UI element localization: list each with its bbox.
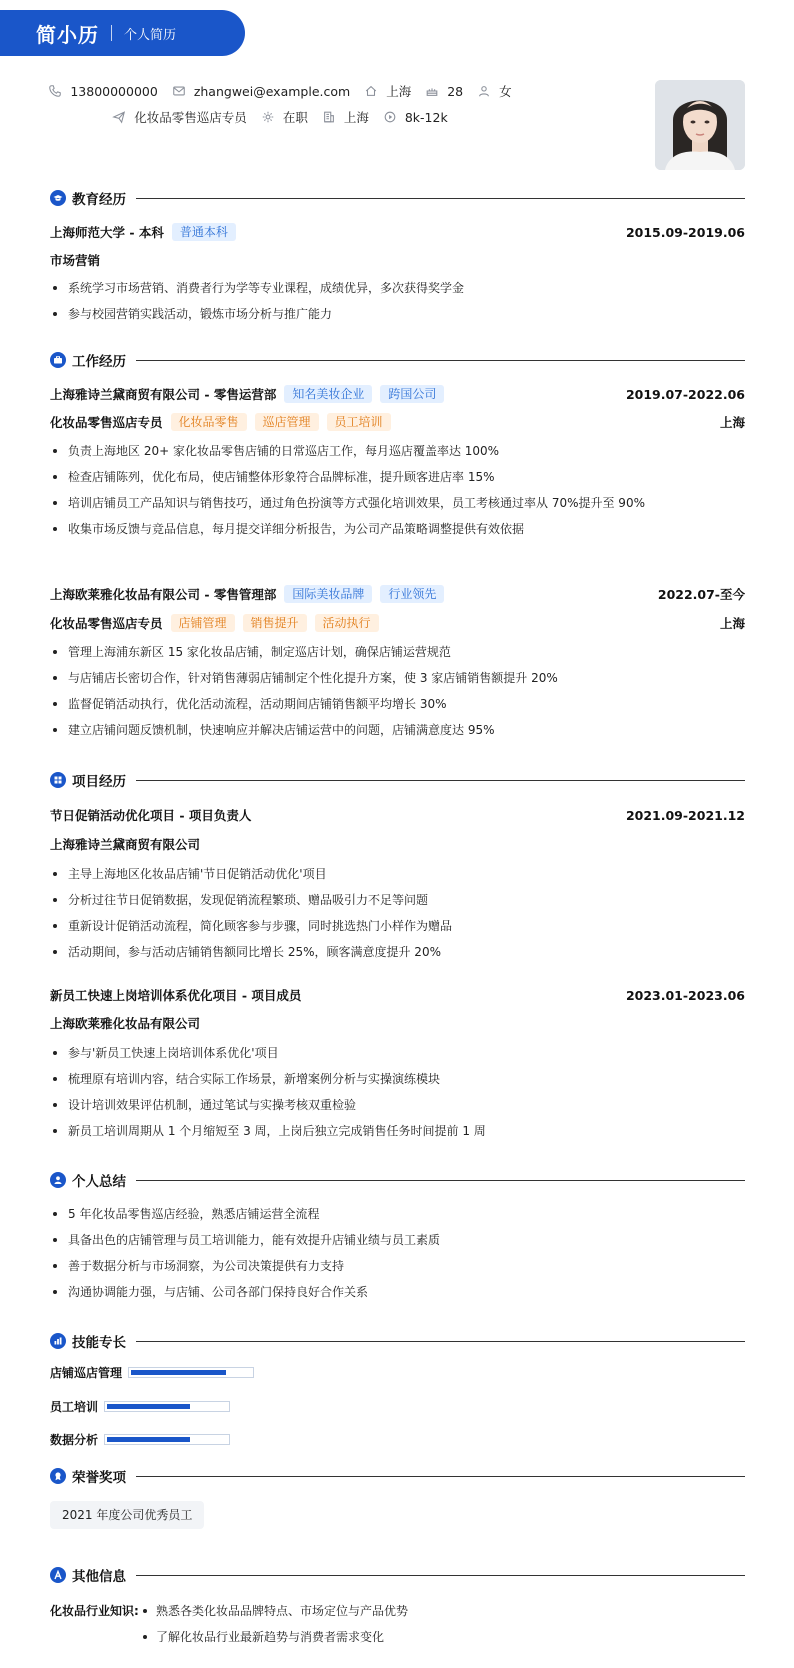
mail-icon xyxy=(172,84,186,98)
project-2-company-row xyxy=(50,1013,745,1033)
list-item: 与店铺店长密切合作，针对销售薄弱店铺制定个性化提升方案，使 3 家店铺销售额提升 20% xyxy=(50,665,750,691)
list-item: 监督促销活动执行，优化活动流程，活动期间店铺销售额平均增长 30% xyxy=(50,691,750,717)
list-item: 熟悉各类化妆品品牌特点、市场定位与产品优势 xyxy=(140,1602,408,1628)
section-education xyxy=(50,188,745,208)
chart-icon xyxy=(50,1333,66,1349)
company-name: 上海雅诗兰黛商贸有限公司 - 零售运营部 xyxy=(50,387,277,402)
skill-bar-fill xyxy=(131,1370,226,1375)
company-tag: 知名美妆企业 xyxy=(284,385,372,403)
cake-icon xyxy=(425,84,439,98)
contact-gender xyxy=(477,82,512,100)
skill-bar-fill xyxy=(107,1404,190,1409)
skill-name: 店铺巡店管理 xyxy=(50,1366,123,1380)
wallet-icon xyxy=(383,110,397,124)
list-item: 主导上海地区化妆品店铺'节日促销活动优化'项目 xyxy=(50,861,750,887)
medal-icon xyxy=(50,1468,66,1484)
job-status-text: 在职 xyxy=(282,110,308,125)
project-company: 上海欧莱雅化妆品有限公司 xyxy=(50,1016,201,1031)
skill-bar xyxy=(104,1434,230,1445)
work-period: 2019.07-2022.06 xyxy=(625,386,745,402)
section-title: 教育经历 xyxy=(72,192,126,208)
list-item: 梳理原有培训内容，结合实际工作场景，新增案例分析与实操演练模块 xyxy=(50,1066,750,1092)
section-divider xyxy=(136,198,745,199)
work-city: 上海 xyxy=(719,616,745,631)
education-header xyxy=(50,221,745,243)
project-period: 2023.01-2023.06 xyxy=(625,987,745,1003)
brand-subtitle: 个人简历 xyxy=(124,27,177,43)
work-period: 2022.07-至今 xyxy=(657,587,745,602)
list-item: 负责上海地区 20+ 家化妆品零售店铺的日常巡店工作，每月巡店覆盖率达 100% xyxy=(50,438,750,464)
role-tag: 巡店管理 xyxy=(255,413,319,431)
section-divider xyxy=(136,1476,745,1477)
role-name: 化妆品零售巡店专员 xyxy=(50,616,163,631)
role-tag: 销售提升 xyxy=(243,614,307,632)
list-item: 收集市场反馈与竞品信息，每月提交详细分析报告，为公司产品策略调整提供有效依据 xyxy=(50,516,750,542)
job-intent xyxy=(112,108,247,126)
list-item: 管理上海浦东新区 15 家化妆品店铺，制定巡店计划，确保店铺运营规范 xyxy=(50,639,750,665)
home-icon xyxy=(364,84,378,98)
role-tag: 店铺管理 xyxy=(171,614,235,632)
section-other xyxy=(50,1565,745,1585)
list-item: 活动期间，参与活动店铺销售额同比增长 25%，顾客满意度提升 20% xyxy=(50,939,750,965)
skill-name: 员工培训 xyxy=(50,1400,99,1414)
project-company: 上海雅诗兰黛商贸有限公司 xyxy=(50,837,201,852)
education-period: 2015.09-2019.06 xyxy=(625,224,745,240)
section-title: 项目经历 xyxy=(72,774,126,790)
phone-icon xyxy=(48,84,62,98)
contact-location xyxy=(364,82,411,100)
section-summary xyxy=(50,1170,745,1190)
company-tag: 国际美妆品牌 xyxy=(284,585,372,603)
contact-row-2 xyxy=(0,108,560,126)
project-1-header xyxy=(50,805,745,825)
section-honors xyxy=(50,1466,745,1486)
brand-divider xyxy=(111,25,112,41)
job-salary-text: 8k-12k xyxy=(404,109,448,125)
list-item: 培训店铺员工产品知识与销售技巧，通过角色扮演等方式强化培训效果，员工考核通过率从 70%提升至 90% xyxy=(50,490,750,516)
list-item: 建立店铺问题反馈机制，快速响应并解决店铺运营中的问题，店铺满意度达 95% xyxy=(50,717,750,743)
section-divider xyxy=(136,360,745,361)
list-item: 了解化妆品行业最新趋势与消费者需求变化 xyxy=(140,1628,408,1654)
contact-row-1 xyxy=(0,82,560,100)
role-tag: 活动执行 xyxy=(315,614,379,632)
list-item: 参与校园营销实践活动，锻炼市场分析与推广能力 xyxy=(50,301,750,327)
list-item: 沟通协调能力强，与店铺、公司各部门保持良好合作关系 xyxy=(50,1279,750,1305)
list-item: 设计培训效果评估机制，通过笔试与实操考核双重检验 xyxy=(50,1092,750,1118)
summary-bullets xyxy=(50,1201,750,1305)
list-item: 重新设计促销活动流程，简化顾客参与步骤，同时挑选热门小样作为赠品 xyxy=(50,913,750,939)
building-icon xyxy=(322,110,336,124)
section-title: 其他信息 xyxy=(72,1569,126,1585)
work-1-role-row xyxy=(50,411,745,433)
skill-bar xyxy=(104,1401,230,1412)
list-item: 善于数据分析与市场洞察，为公司决策提供有力支持 xyxy=(50,1253,750,1279)
age-text: 28 xyxy=(447,83,464,99)
section-title: 工作经历 xyxy=(72,354,126,370)
section-title: 个人总结 xyxy=(72,1174,126,1190)
list-item: 参与'新员工快速上岗培训体系优化'项目 xyxy=(50,1040,750,1066)
contact-age xyxy=(425,84,463,99)
profile-photo xyxy=(655,80,745,170)
skill-row xyxy=(50,1431,230,1448)
project-1-bullets xyxy=(50,861,750,965)
role-tag: 员工培训 xyxy=(327,413,391,431)
work-city: 上海 xyxy=(719,415,745,430)
skill-row xyxy=(50,1364,254,1381)
work-2-bullets xyxy=(50,639,750,743)
person-icon xyxy=(477,84,491,98)
honor-badge: 2021 年度公司优秀员工 xyxy=(50,1501,204,1529)
project-title: 节日促销活动优化项目 - 项目负责人 xyxy=(50,808,252,823)
project-1-company-row xyxy=(50,834,745,854)
role-name: 化妆品零售巡店专员 xyxy=(50,415,163,430)
graduation-cap-icon xyxy=(50,190,66,206)
work-2-role-row xyxy=(50,612,745,634)
company-tag: 行业领先 xyxy=(380,585,444,603)
contact-phone xyxy=(48,84,157,99)
list-item: 具备出色的店铺管理与员工培训能力，能有效提升店铺业绩与员工素质 xyxy=(50,1227,750,1253)
section-title: 荣誉奖项 xyxy=(72,1470,126,1486)
company-name: 上海欧莱雅化妆品有限公司 - 零售管理部 xyxy=(50,587,277,602)
skill-bar-fill xyxy=(107,1437,190,1442)
other-label: 化妆品行业知识: xyxy=(50,1604,139,1618)
section-divider xyxy=(136,780,745,781)
skill-bar xyxy=(128,1367,254,1378)
send-icon xyxy=(112,110,126,124)
grid-icon xyxy=(50,772,66,788)
education-bullets xyxy=(50,275,750,327)
briefcase-icon xyxy=(50,352,66,368)
list-item: 系统学习市场营销、消费者行为学等专业课程，成绩优异，多次获得奖学金 xyxy=(50,275,750,301)
role-tag: 化妆品零售 xyxy=(171,413,247,431)
job-salary xyxy=(383,110,448,125)
phone-text: 13800000000 xyxy=(70,83,158,99)
list-item: 新员工培训周期从 1 个月缩短至 3 周，上岗后独立完成销售任务时间提前 1 周 xyxy=(50,1118,750,1144)
brand-banner xyxy=(0,10,245,56)
other-list xyxy=(140,1602,408,1654)
job-status xyxy=(261,108,308,126)
email-text: zhangwei@example.com xyxy=(193,83,351,99)
section-title: 技能专长 xyxy=(72,1335,126,1351)
work-1-header xyxy=(50,383,745,405)
location-text: 上海 xyxy=(386,84,412,99)
school-name: 上海师范大学 - 本科 xyxy=(50,225,164,240)
education-major-row xyxy=(50,250,745,270)
job-intent-text: 化妆品零售巡店专员 xyxy=(134,110,247,125)
section-divider xyxy=(136,1341,745,1342)
list-item: 分析过往节日促销数据，发现促销流程繁琐、赠品吸引力不足等问题 xyxy=(50,887,750,913)
contact-email xyxy=(172,84,350,99)
project-2-header xyxy=(50,985,745,1005)
work-1-bullets xyxy=(50,438,750,542)
brand-logo: 简小历 xyxy=(36,22,99,47)
job-city-text: 上海 xyxy=(343,110,369,125)
major-name: 市场营销 xyxy=(50,253,101,268)
skill-name: 数据分析 xyxy=(50,1433,99,1447)
user-icon xyxy=(50,1172,66,1188)
section-skills xyxy=(50,1331,745,1351)
section-divider xyxy=(136,1575,745,1576)
project-title: 新员工快速上岗培训体系优化项目 - 项目成员 xyxy=(50,988,302,1003)
list-item: 5 年化妆品零售巡店经验，熟悉店铺运营全流程 xyxy=(50,1201,750,1227)
skill-row xyxy=(50,1398,230,1415)
section-work xyxy=(50,350,745,370)
project-2-bullets xyxy=(50,1040,750,1144)
company-tag: 跨国公司 xyxy=(380,385,444,403)
section-projects xyxy=(50,770,745,790)
job-city xyxy=(322,108,369,126)
gear-icon xyxy=(261,110,275,124)
letter-a-icon xyxy=(50,1567,66,1583)
degree-tag: 普通本科 xyxy=(172,223,236,241)
project-period: 2021.09-2021.12 xyxy=(625,807,745,823)
other-info xyxy=(50,1602,408,1654)
work-2-header xyxy=(50,583,745,605)
list-item: 检查店铺陈列，优化布局，使店铺整体形象符合品牌标准，提升顾客进店率 15% xyxy=(50,464,750,490)
section-divider xyxy=(136,1180,745,1181)
gender-text: 女 xyxy=(499,84,512,99)
